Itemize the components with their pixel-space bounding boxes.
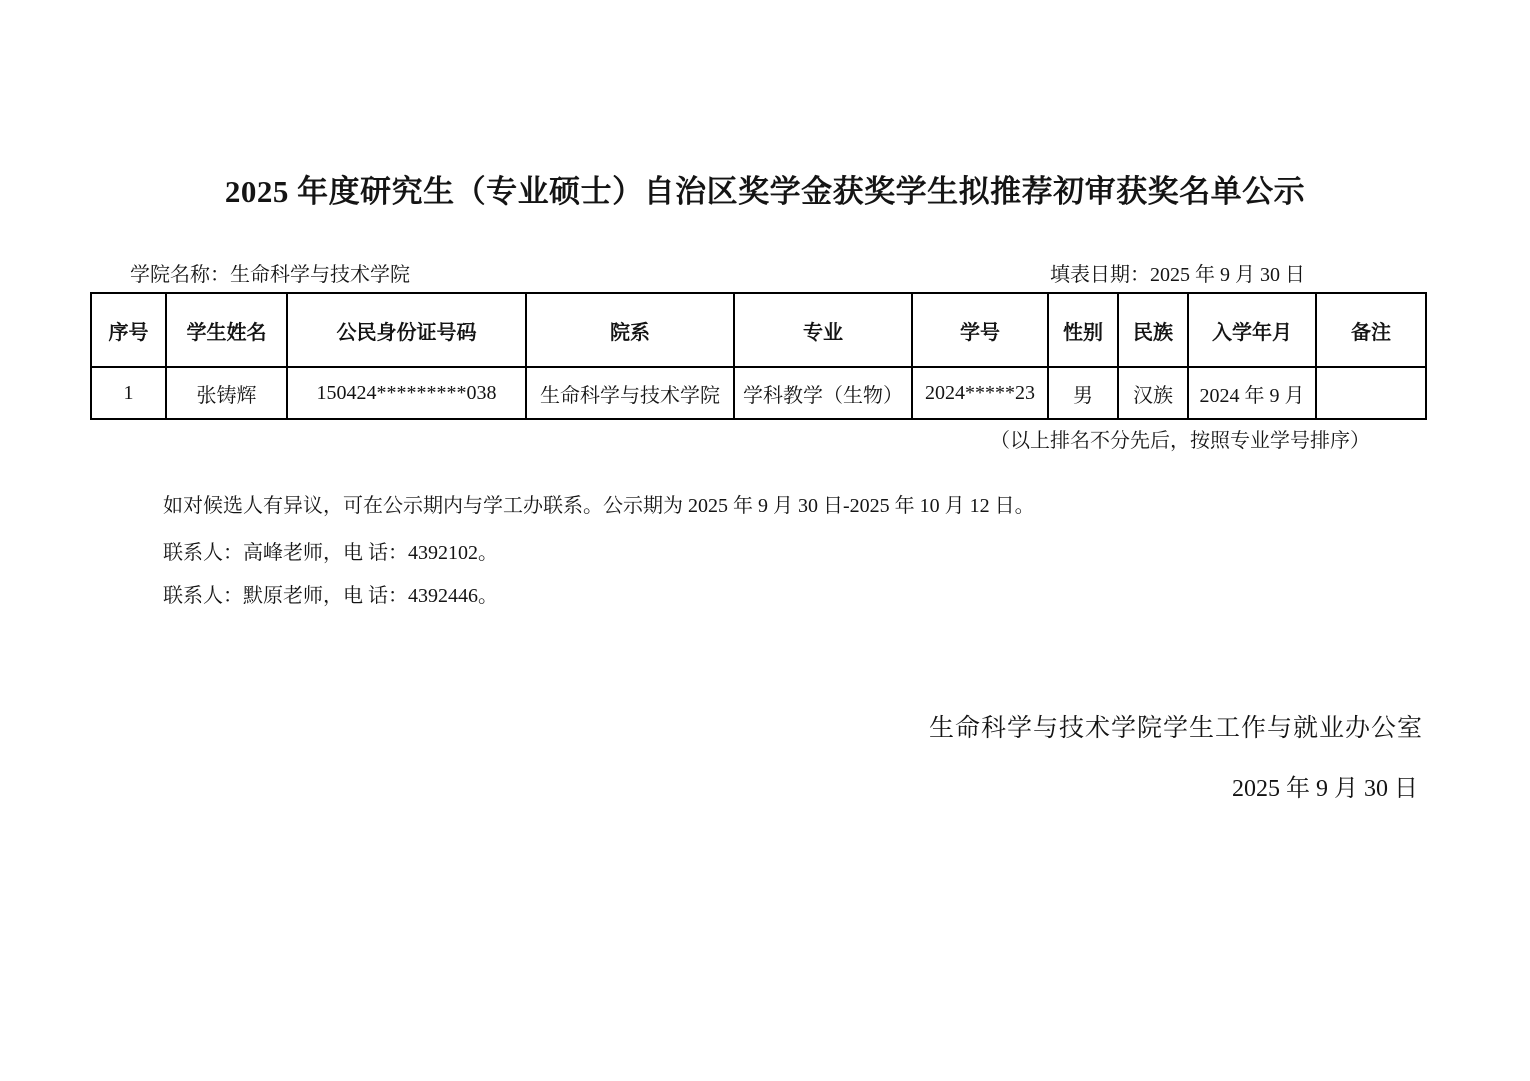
signature-office: 生命科学与技术学院学生工作与就业办公室 bbox=[928, 715, 1423, 742]
cell-student-no: 2024*****23 bbox=[912, 367, 1048, 419]
cell-ethnicity: 汉族 bbox=[1118, 367, 1188, 419]
header-cell-ethnicity: 民族 bbox=[1118, 293, 1188, 367]
header-cell-seq: 序号 bbox=[91, 293, 166, 367]
header-cell-enrollment-date: 入学年月 bbox=[1188, 293, 1316, 367]
fill-date-label: 填表日期：2025 年 9 月 30 日 bbox=[1050, 264, 1305, 286]
header-cell-major: 专业 bbox=[734, 293, 912, 367]
ranking-footnote: （以上排名不分先后，按照专业学号排序） bbox=[990, 430, 1370, 452]
cell-seq: 1 bbox=[91, 367, 166, 419]
header-cell-student-name: 学生姓名 bbox=[166, 293, 287, 367]
page-title: 2025 年度研究生（专业硕士）自治区奖学金获奖学生拟推荐初审获奖名单公示 bbox=[224, 174, 1306, 209]
header-cell-gender: 性别 bbox=[1048, 293, 1118, 367]
cell-major: 学科教学（生物） bbox=[734, 367, 912, 419]
cell-student-name: 张铸辉 bbox=[166, 367, 287, 419]
header-cell-id-number: 公民身份证号码 bbox=[287, 293, 526, 367]
table-row bbox=[91, 367, 1426, 419]
objection-notice: 如对候选人有异议，可在公示期内与学工办联系。公示期为 2025 年 9 月 30 日-2025 年 10 月 12 日。 bbox=[163, 495, 1035, 517]
signature-date: 2025 年 9 月 30 日 bbox=[1232, 776, 1418, 802]
cell-id-number: 150424*********038 bbox=[287, 367, 526, 419]
header-cell-remarks: 备注 bbox=[1316, 293, 1426, 367]
cell-remarks bbox=[1316, 367, 1426, 419]
header-cell-student-no: 学号 bbox=[912, 293, 1048, 367]
meta-row bbox=[90, 258, 1425, 287]
award-list-table bbox=[90, 292, 1427, 420]
college-name-label: 学院名称：生命科学与技术学院 bbox=[130, 264, 410, 286]
cell-department: 生命科学与技术学院 bbox=[526, 367, 734, 419]
table-header-row bbox=[91, 293, 1426, 367]
contact-line-1: 联系人：高峰老师，电 话：4392102。 bbox=[163, 542, 498, 564]
cell-gender: 男 bbox=[1048, 367, 1118, 419]
cell-enrollment-date: 2024 年 9 月 bbox=[1188, 367, 1316, 419]
header-cell-department: 院系 bbox=[526, 293, 734, 367]
contact-line-2: 联系人：默原老师，电 话：4392446。 bbox=[163, 585, 498, 607]
